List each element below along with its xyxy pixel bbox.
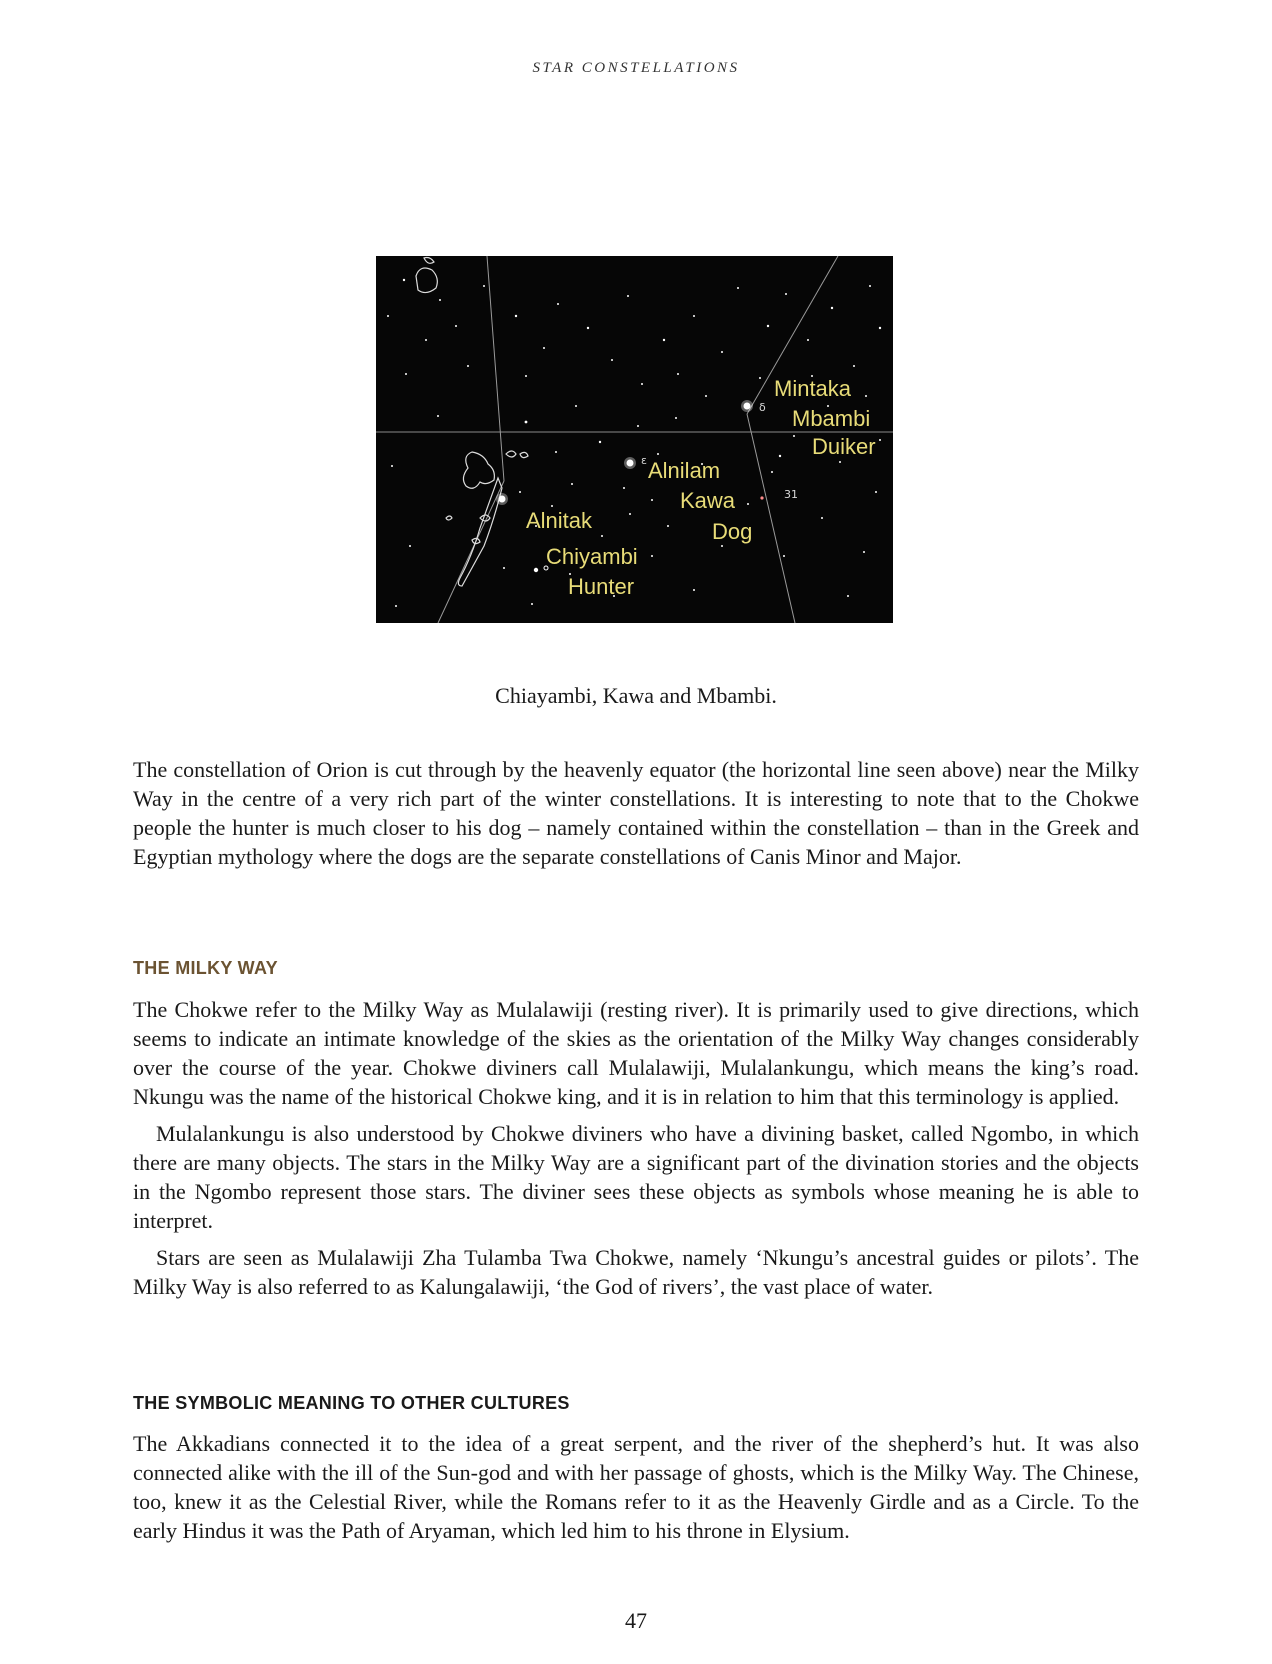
milky-way-section-body	[133, 995, 1139, 1301]
milky-way-paragraph-3: Stars are seen as Mulalawiji Zha Tulamba Twa Chokwe, namely ‘Nkungu’s ancestral guides or pilots’. The Milky Way is also referred to as Kalungalawiji, ‘the God of rivers’, the vast place of water.	[133, 1245, 1139, 1299]
milky-way-paragraph-2: Mulalankungu is also understood by Chokwe diviners who have a divining basket, called Ngombo, in which there are many objects. The stars in the Milky Way are a significant part of the divination stories and the objects in the Ngombo represent those stars. The diviner sees these objects as symbols whose meaning he is able to interpret.	[133, 1121, 1139, 1233]
intro-paragraph-block	[133, 755, 1139, 871]
number-31-marker: 31	[784, 488, 798, 501]
section-heading-milky-way: THE MILKY WAY	[133, 958, 278, 978]
intro-paragraph: The constellation of Orion is cut through by the heavenly equator (the horizontal line seen above) near the Milky Way in the centre of a very rich part of the winter constellations. It is interesting to note that to the Chokwe people the hunter is much closer to his dog – namely contained within the constellation – than in the Greek and Egyptian mythology where the dogs are the separate constellations of Canis Minor and Major.	[133, 757, 1139, 869]
label-alnilam: Alnilam	[648, 458, 721, 483]
section-heading-symbolic-meaning: THE SYMBOLIC MEANING TO OTHER CULTURES	[133, 1393, 570, 1413]
label-alnitak: Alnitak	[526, 508, 593, 533]
running-head: STAR CONSTELLATIONS	[532, 60, 740, 76]
figure-caption: Chiayambi, Kawa and Mbambi.	[495, 683, 777, 708]
milky-way-paragraph-1: The Chokwe refer to the Milky Way as Mulalawiji (resting river). It is primarily used to give directions, which seems to indicate an intimate knowledge of the skies as the orientation of the Milky Way changes considerably over the course of the year. Chokwe diviners call Mulalawiji, Mulalankungu, which means the king’s road. Nkungu was the name of the historical Chokwe king, and it is in relation to him that this terminology is applied.	[133, 997, 1139, 1109]
label-mintaka: Mintaka	[774, 376, 852, 401]
label-kawa: Kawa	[680, 488, 736, 513]
epsilon-marker: ε	[641, 454, 647, 467]
page-number: 47	[625, 1608, 647, 1633]
label-chiyambi: Chiyambi	[546, 544, 638, 569]
label-mbambi: Mbambi	[792, 406, 871, 431]
star-chart	[376, 256, 893, 623]
label-dog: Dog	[712, 519, 753, 544]
label-hunter: Hunter	[568, 574, 635, 599]
star-chart-figure	[376, 256, 893, 623]
delta-marker: δ	[759, 401, 766, 414]
alnitak-star	[499, 496, 506, 503]
alnilam-star	[627, 460, 634, 467]
symbolic-meaning-paragraph-1: The Akkadians connected it to the idea of a great serpent, and the river of the shepherd’s hut. It was also connected alike with the ill of the Sun-god and with her passage of ghosts, which is the Milky Way. The Chinese, too, knew it as the Celestial River, while the Romans refer to it as the Heavenly Girdle and as a Circle. To the early Hindus it was the Path of Aryaman, which led him to his throne in Elysium.	[133, 1431, 1139, 1543]
mintaka-star	[744, 403, 751, 410]
symbolic-meaning-section-body	[133, 1429, 1139, 1545]
label-duiker: Duiker	[812, 434, 876, 459]
